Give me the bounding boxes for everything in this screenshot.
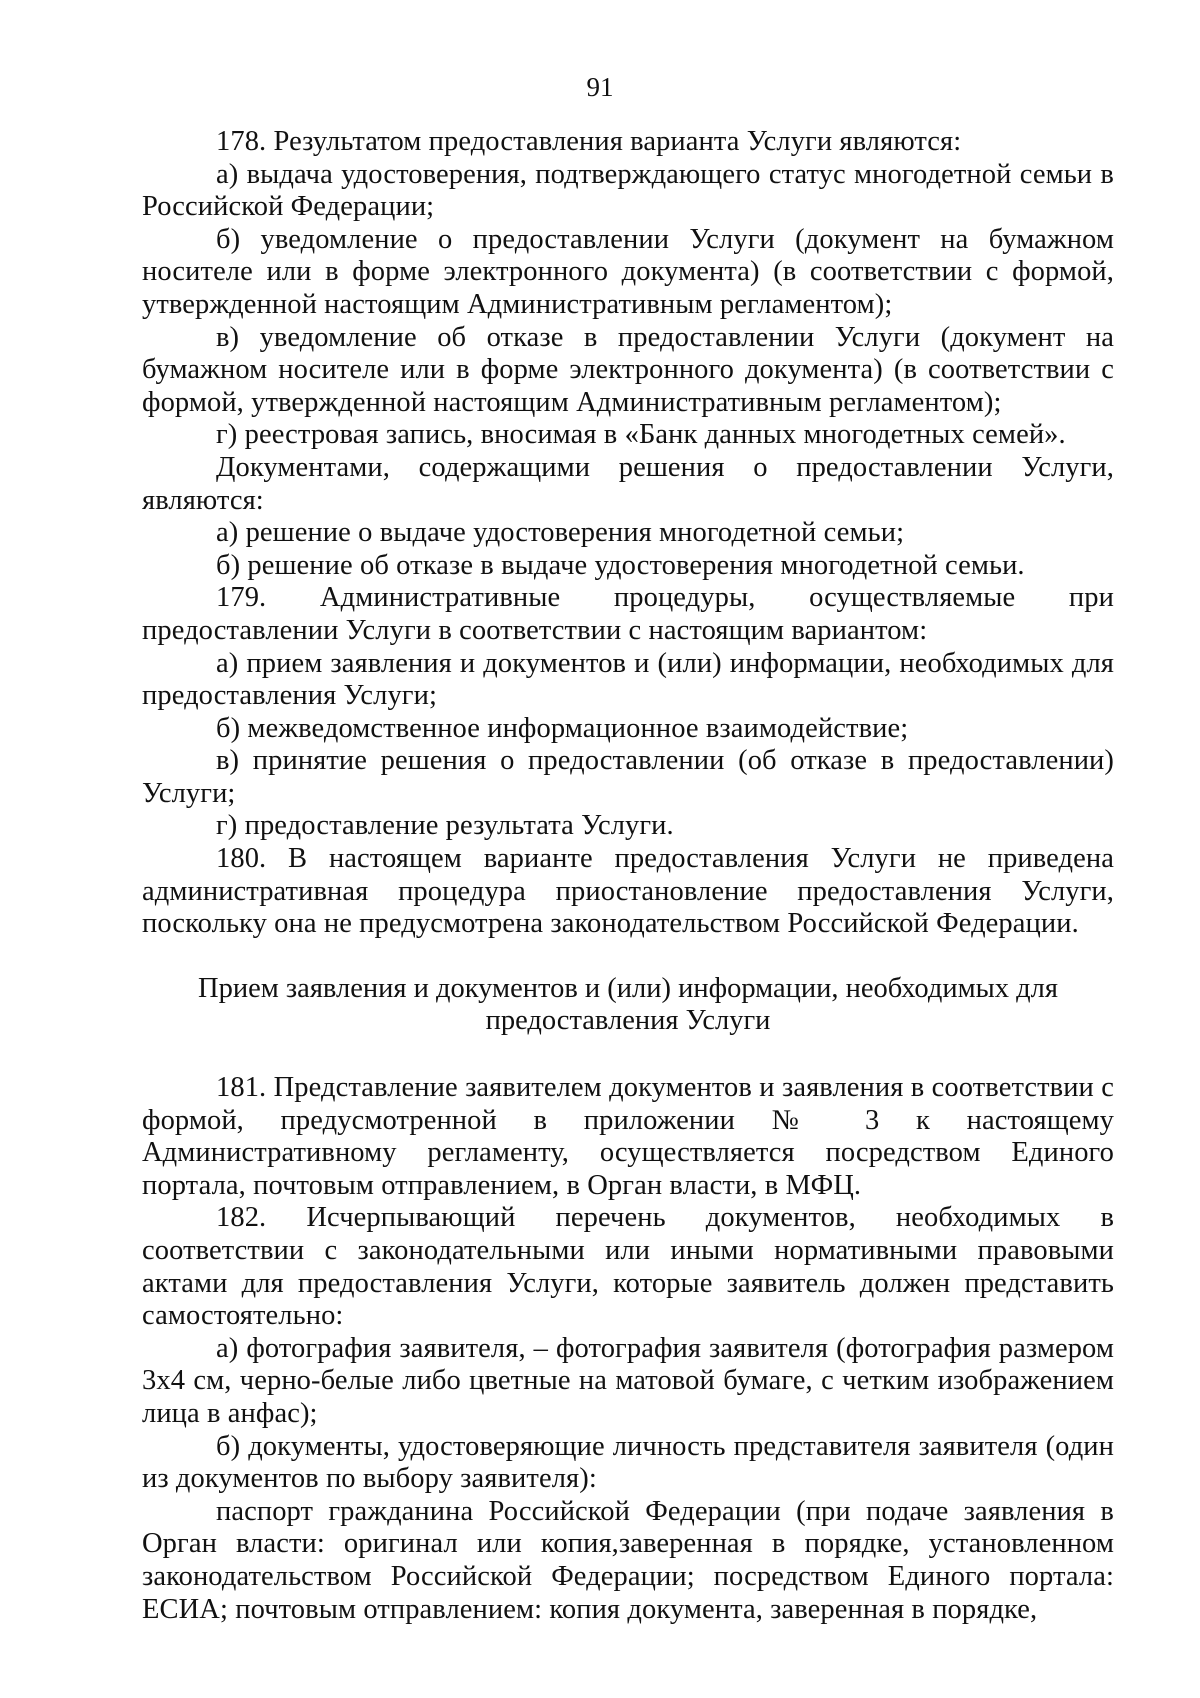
page-number: 91 (586, 72, 614, 102)
paragraph-178-g: г) реестровая запись, вносимая в «Банк данных многодетных семей». (216, 419, 1066, 451)
paragraph-182-intro: 182. Исчерпывающий перечень документов, необходимых в соответствии с законодательными или иными нормативными правовыми актами для предоставления Услуги, которые заявитель должен представить самостоятельно: (142, 1202, 1114, 1332)
paragraph-decisions-intro: Документами, содержащими решения о предоставлении Услуги, являются: (142, 451, 1114, 516)
paragraph-182-b: б) документы, удостоверяющие личность представителя заявителя (один из документов по выбору заявителя): (142, 1430, 1114, 1495)
paragraph-179-b: б) межведомственное информационное взаимодействие; (216, 712, 909, 744)
paragraph-179-intro: 179. Административные процедуры, осуществляемые при предоставлении Услуги в соответствии с настоящим вариантом: (142, 582, 1114, 646)
paragraph-182-a: а) фотография заявителя, – фотография заявителя (фотография размером 3х4 см, черно-белые либо цветные на матовой бумаге, с четким изображением лица в анфас); (142, 1332, 1114, 1429)
paragraph-180: 180. В настоящем варианте предоставления Услуги не приведена административная процедура приостановление предоставления Услуги, поскольку она не предусмотрена законодательством Российской Федерации. (142, 843, 1114, 940)
paragraph-decision-b: б) решение об отказе в выдаче удостоверения многодетной семьи. (216, 549, 1025, 581)
paragraph-178-intro: 178. Результатом предоставления варианта Услуги являются: (216, 126, 962, 157)
paragraph-179-v: в) принятие решения о предоставлении (об отказе в предоставлении) Услуги; (142, 745, 1114, 809)
paragraph-passport: паспорт гражданина Российской Федерации (при подаче заявления в Орган власти: оригинал или копия,заверенная в порядке, установленном законодательством Российской Федерации; посредством Единого портала: ЕСИА; почтовым отправлением: копия документа, заверенная в порядке, (142, 1495, 1114, 1625)
paragraph-178-a: а) выдача удостоверения, подтверждающего статус многодетной семьи в Российской Федерации; (142, 158, 1114, 223)
document-body (142, 126, 1114, 1626)
paragraph-181: 181. Представление заявителем документов и заявления в соответствии с формой, предусмотренной в приложении № 3 к настоящему Административному регламенту, осуществляется посредством Единого портала, почтовым отправлением, в Орган власти, в МФЦ. (142, 1072, 1114, 1201)
paragraph-178-v: в) уведомление об отказе в предоставлении Услуги (документ на бумажном носителе или в форме электронного документа) (в соответствии с формой, утвержденной настоящим Административным регламентом); (142, 321, 1114, 418)
paragraph-179-g: г) предоставление результата Услуги. (216, 810, 674, 842)
section-heading: Прием заявления и документов и (или) информации, необходимых для предоставления Услуги (198, 972, 1058, 1037)
paragraph-decision-a: а) решение о выдаче удостоверения многодетной семьи; (216, 517, 905, 549)
paragraph-178-b: б) уведомление о предоставлении Услуги (документ на бумажном носителе или в форме электронного документа) (в соответствии с формой, утвержденной настоящим Административным регламентом); (142, 223, 1114, 320)
paragraph-179-a: а) прием заявления и документов и (или) информации, необходимых для предоставления Услуги; (142, 647, 1114, 712)
